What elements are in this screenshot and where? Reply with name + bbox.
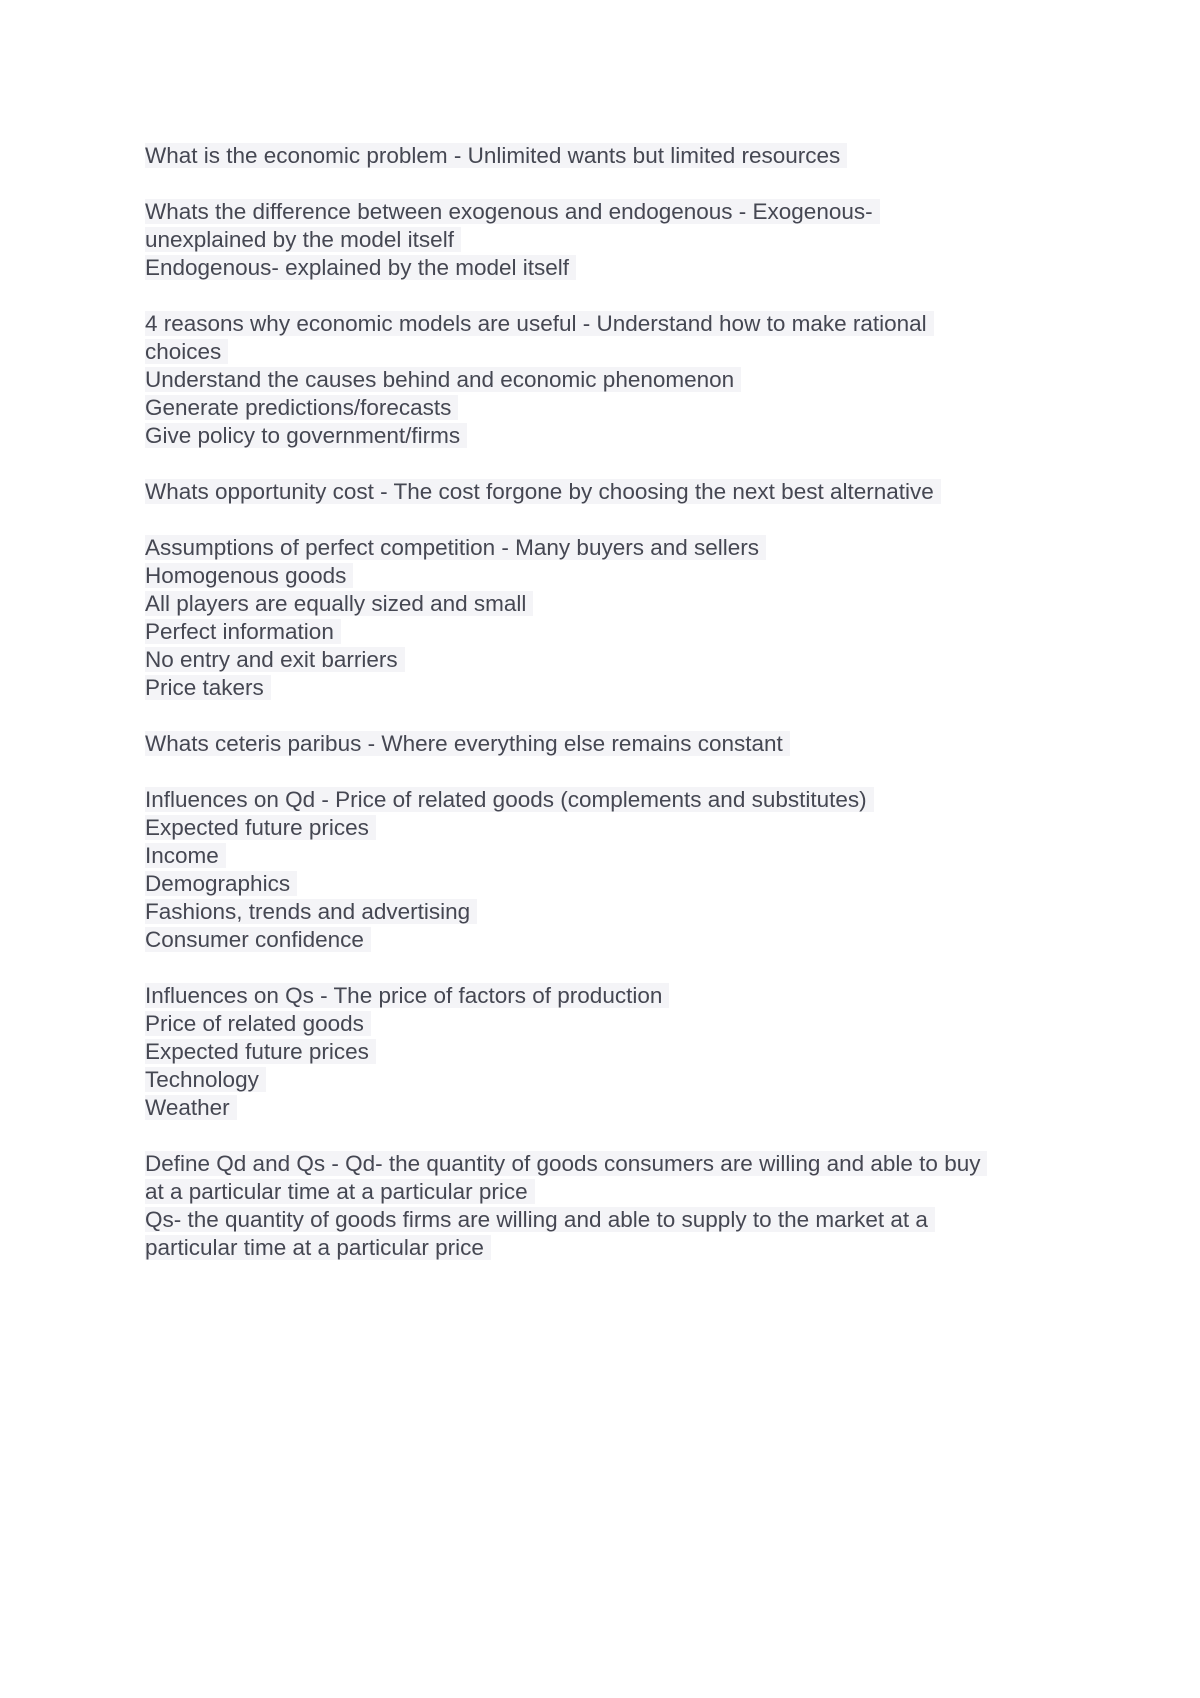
line-text: Income xyxy=(145,843,226,868)
text-line xyxy=(145,254,1075,282)
text-line xyxy=(145,926,1075,954)
line-text: Price takers xyxy=(145,675,271,700)
text-line xyxy=(145,338,1075,366)
text-line xyxy=(145,226,1075,254)
note-block xyxy=(145,198,1075,282)
note-block xyxy=(145,786,1075,954)
line-text: Influences on Qs - The price of factors of production xyxy=(145,983,669,1008)
line-text: Homogenous goods xyxy=(145,563,353,588)
line-text: at a particular time at a particular price xyxy=(145,1179,535,1204)
text-line xyxy=(145,590,1075,618)
text-line xyxy=(145,478,1075,506)
text-line xyxy=(145,1010,1075,1038)
line-text: Whats ceteris paribus - Where everything else remains constant xyxy=(145,731,790,756)
line-text: All players are equally sized and small xyxy=(145,591,533,616)
note-block xyxy=(145,982,1075,1122)
line-text: Qs- the quantity of goods firms are willing and able to supply to the market at a xyxy=(145,1207,935,1232)
line-text: Technology xyxy=(145,1067,266,1092)
text-line xyxy=(145,1178,1075,1206)
note-block xyxy=(145,534,1075,702)
text-line xyxy=(145,870,1075,898)
line-text: What is the economic problem - Unlimited wants but limited resources xyxy=(145,143,847,168)
text-line xyxy=(145,562,1075,590)
note-block xyxy=(145,142,1075,170)
text-line xyxy=(145,730,1075,758)
text-line xyxy=(145,1234,1075,1262)
text-line xyxy=(145,618,1075,646)
text-line xyxy=(145,1038,1075,1066)
line-text: Weather xyxy=(145,1095,237,1120)
line-text: Consumer confidence xyxy=(145,927,371,952)
line-text: Influences on Qd - Price of related goods (complements and substitutes) xyxy=(145,787,874,812)
note-block xyxy=(145,1150,1075,1262)
line-text: Generate predictions/forecasts xyxy=(145,395,458,420)
line-text: choices xyxy=(145,339,228,364)
line-text: particular time at a particular price xyxy=(145,1235,491,1260)
text-line xyxy=(145,1066,1075,1094)
text-line xyxy=(145,814,1075,842)
line-text: Fashions, trends and advertising xyxy=(145,899,477,924)
text-line xyxy=(145,1150,1075,1178)
line-text: 4 reasons why economic models are useful - Understand how to make rational xyxy=(145,311,934,336)
line-text: Understand the causes behind and economic phenomenon xyxy=(145,367,741,392)
line-text: Assumptions of perfect competition - Many buyers and sellers xyxy=(145,535,766,560)
text-line xyxy=(145,422,1075,450)
text-line xyxy=(145,534,1075,562)
text-line xyxy=(145,394,1075,422)
text-line xyxy=(145,674,1075,702)
line-text: Give policy to government/firms xyxy=(145,423,467,448)
line-text: Perfect information xyxy=(145,619,341,644)
line-text: Define Qd and Qs - Qd- the quantity of goods consumers are willing and able to buy xyxy=(145,1151,987,1176)
text-line xyxy=(145,842,1075,870)
line-text: Endogenous- explained by the model itself xyxy=(145,255,576,280)
text-line xyxy=(145,142,1075,170)
line-text: No entry and exit barriers xyxy=(145,647,405,672)
flashcard-notes xyxy=(145,142,1075,1290)
line-text: unexplained by the model itself xyxy=(145,227,461,252)
line-text: Whats opportunity cost - The cost forgone by choosing the next best alternative xyxy=(145,479,941,504)
text-line xyxy=(145,366,1075,394)
line-text: Demographics xyxy=(145,871,297,896)
text-line xyxy=(145,898,1075,926)
note-block xyxy=(145,730,1075,758)
note-block xyxy=(145,310,1075,450)
line-text: Expected future prices xyxy=(145,1039,376,1064)
line-text: Expected future prices xyxy=(145,815,376,840)
text-line xyxy=(145,786,1075,814)
line-text: Price of related goods xyxy=(145,1011,371,1036)
text-line xyxy=(145,646,1075,674)
note-block xyxy=(145,478,1075,506)
text-line xyxy=(145,310,1075,338)
text-line xyxy=(145,982,1075,1010)
text-line xyxy=(145,1094,1075,1122)
text-line xyxy=(145,198,1075,226)
text-line xyxy=(145,1206,1075,1234)
line-text: Whats the difference between exogenous and endogenous - Exogenous- xyxy=(145,199,880,224)
